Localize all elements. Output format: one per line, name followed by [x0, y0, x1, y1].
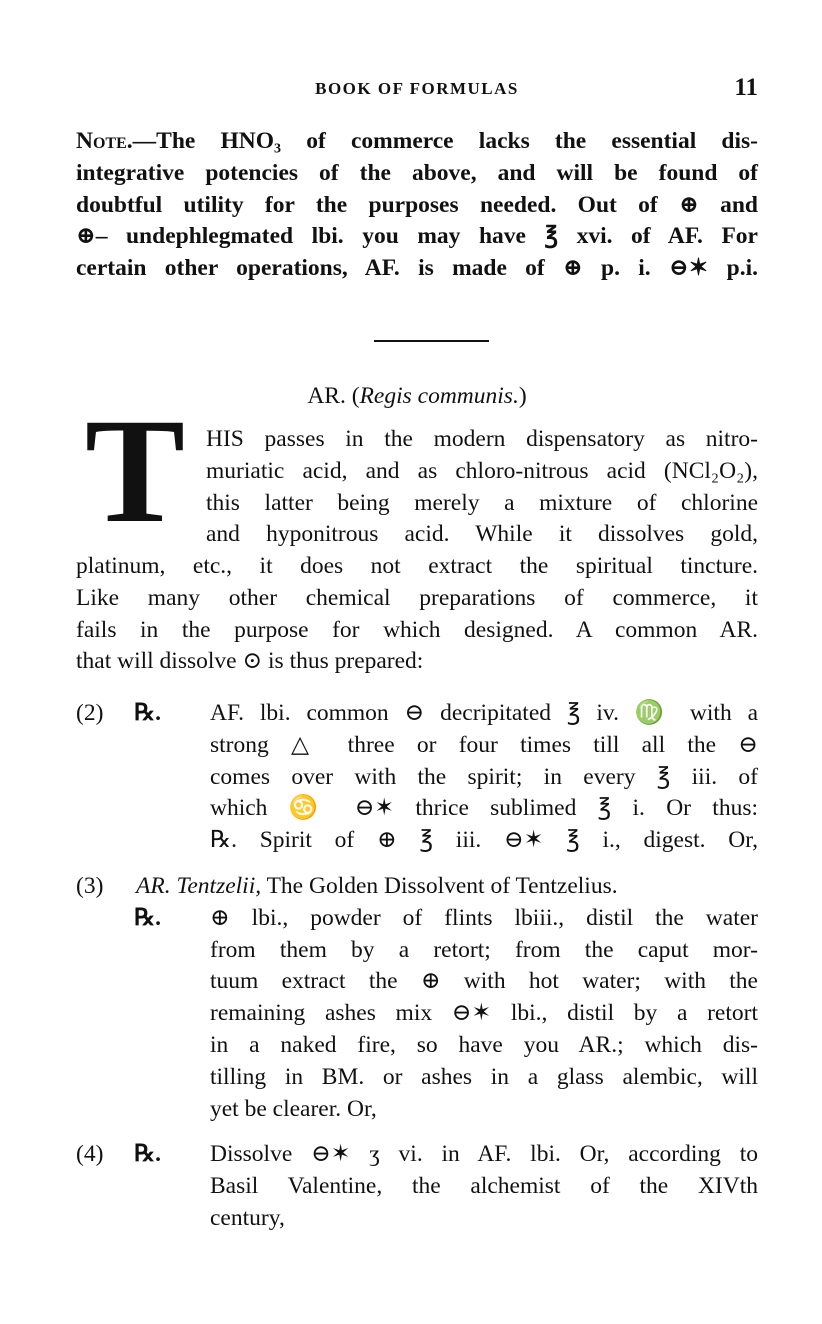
recipe-line: which ♋ ⊖✶ thrice sublimed ℥ i. Or thus: — [210, 795, 758, 822]
note-paragraph — [76, 126, 758, 285]
title-italic: Regis communis. — [359, 383, 519, 409]
recipe-line: Basil Valentine, the alchemist of the XIVth — [210, 1172, 758, 1199]
recipe-line: ℞. Spirit of ⊕ ℥ iii. ⊖✶ ℥ i., digest. Or, — [210, 827, 758, 854]
note-line: integrative potencies of the above, and will be found of — [76, 159, 758, 186]
title-suffix: ) — [518, 383, 527, 409]
recipe-heading — [136, 871, 758, 903]
intro-line: Like many other chemical preparations of commerce, it — [76, 584, 758, 611]
intro-line: HIS passes in the modern dispensatory as nitro- — [206, 426, 758, 452]
intro-line: muriatic acid, and as chloro-nitrous acid (NCl₂O₂), — [206, 457, 758, 484]
recipe-number: (3) — [76, 873, 104, 899]
title-prefix: AR. ( — [307, 383, 360, 409]
note-line: —The HNO₃ of commerce lacks the essential dis- — [132, 128, 758, 154]
recipe-body — [210, 698, 758, 857]
recipe-line: ⊕ lbi., powder of flints lbiii., distil the water — [210, 904, 758, 931]
recipe-number: (4) — [76, 1141, 104, 1167]
note-line: doubtful utility for the purposes needed. Out of ⊕ and — [76, 191, 758, 218]
recipe-body — [210, 903, 758, 1126]
recipe-line: AF. lbi. common ⊖ decripitated ℥ iv. ♍ with a — [210, 700, 758, 726]
intro-full-lines — [76, 551, 758, 678]
section-divider — [374, 340, 489, 342]
recipe-rx-symbol: ℞. — [134, 700, 161, 726]
page-number: 11 — [734, 74, 758, 101]
recipe-line: yet be clearer. Or, — [210, 1095, 377, 1122]
recipe-number: (2) — [76, 700, 104, 726]
running-head: BOOK OF FORMULAS — [315, 79, 519, 98]
intro-line: this latter being merely a mixture of chlorine — [206, 489, 758, 516]
recipe-line: comes over with the spirit; in every ℥ iii. of — [210, 763, 758, 790]
intro-line: that will dissolve ⊙ is thus prepared: — [76, 648, 424, 675]
recipe-heading-italic: AR. Tentzelii, — [136, 873, 262, 899]
recipe-heading-rest: The Golden Dissolvent of Tentzelius. — [261, 873, 618, 899]
recipe-line: strong △ three or four times till all the ⊖ — [210, 731, 758, 758]
note-line: certain other operations, AF. is made of ⊕ p. i. ⊖✶ p.i. — [76, 255, 758, 282]
recipe-body — [210, 1139, 758, 1234]
intro-line: fails in the purpose for which designed. A common AR. — [76, 616, 758, 643]
recipe-rx-symbol: ℞. — [134, 904, 161, 931]
intro-line: and hyponitrous acid. While it dissolves gold, — [206, 521, 758, 548]
page-header — [76, 76, 758, 106]
recipe-line: in a naked fire, so have you AR.; which dis- — [210, 1031, 758, 1058]
recipe-line: century, — [210, 1204, 285, 1231]
recipe-rx-symbol: ℞. — [134, 1141, 161, 1167]
recipe-line: tilling in BM. or ashes in a glass alembic, will — [210, 1063, 758, 1090]
recipe-body — [136, 871, 758, 903]
recipe-line: from them by a retort; from the caput mor- — [210, 936, 758, 963]
note-label: Note. — [76, 128, 133, 154]
intro-indented-lines — [206, 424, 758, 551]
recipe-line: remaining ashes mix ⊖✶ lbi., distil by a retort — [210, 1000, 758, 1027]
recipe-line: Dissolve ⊖✶ ʒ vi. in AF. lbi. Or, according to — [210, 1141, 758, 1167]
recipe-line: tuum extract the ⊕ with hot water; with the — [210, 968, 758, 995]
note-line: ⊕– undephlegmated lbi. you may have ℥ xvi. of AF. For — [76, 223, 758, 250]
intro-line: platinum, etc., it does not extract the spiritual tincture. — [76, 553, 758, 579]
drop-cap: T — [84, 388, 186, 554]
